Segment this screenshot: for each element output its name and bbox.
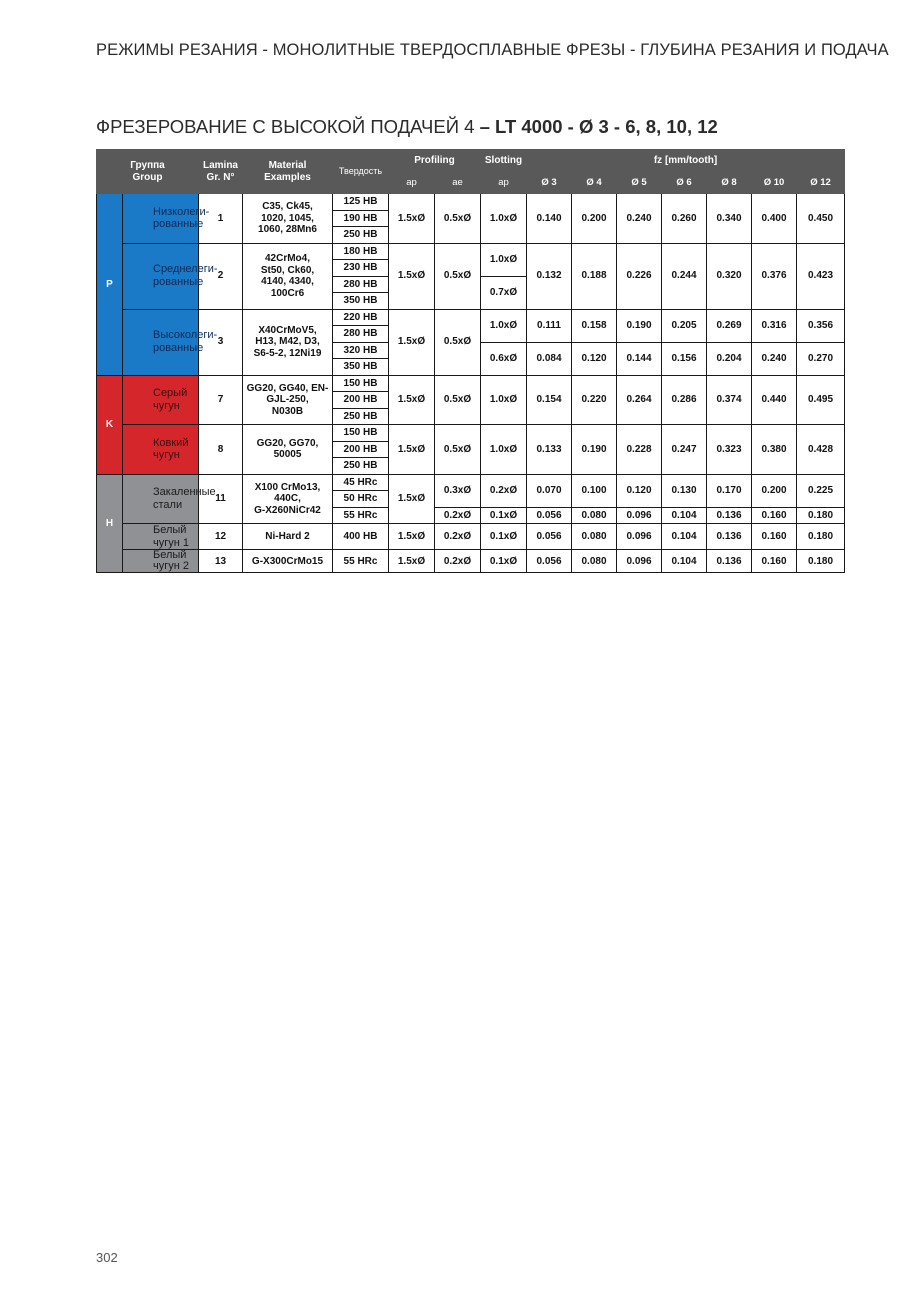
- profiling-ap: 1.5xØ: [389, 309, 435, 375]
- material-examples: G-X300CrMo15: [243, 550, 333, 573]
- hardness-value: 280 HB: [333, 326, 389, 343]
- hardness-value: 400 HB: [333, 524, 389, 550]
- fz-value: 0.270: [797, 342, 845, 375]
- fz-value: 0.340: [707, 194, 752, 244]
- header-material: [243, 150, 333, 194]
- fz-value: 0.188: [572, 243, 617, 309]
- fz-value: 0.200: [572, 194, 617, 244]
- fz-value: 0.104: [662, 524, 707, 550]
- table-title-sub: – LT 4000 - Ø 3 - 6, 8, 10, 12: [479, 116, 718, 137]
- subgroup-label: Серый чугун: [123, 375, 199, 425]
- fz-value: 0.144: [617, 342, 662, 375]
- header-d6: Ø 6: [662, 173, 707, 194]
- slotting-ap: 1.0xØ: [481, 243, 527, 276]
- profiling-ae: 0.2xØ: [435, 524, 481, 550]
- profiling-ap: 1.5xØ: [389, 550, 435, 573]
- material-examples: GG20, GG70, 50005: [243, 425, 333, 475]
- fz-value: 0.220: [572, 375, 617, 425]
- profiling-ae: 0.5xØ: [435, 309, 481, 375]
- fz-value: 0.380: [752, 425, 797, 475]
- fz-value: 0.140: [527, 194, 572, 244]
- header-fz: fz [mm/tooth]: [527, 150, 845, 173]
- slotting-ap: 0.1xØ: [481, 524, 527, 550]
- material-examples: X40CrMoV5, H13, M42, D3, S6-5-2, 12Ni19: [243, 309, 333, 375]
- hardness-value: 350 HB: [333, 359, 389, 376]
- fz-value: 0.190: [617, 309, 662, 342]
- slotting-ap: 1.0xØ: [481, 375, 527, 425]
- fz-value: 0.104: [662, 550, 707, 573]
- header-lamina: [199, 150, 243, 194]
- header-hardness: Твердость: [333, 150, 389, 194]
- subgroup-label: Ковкий чугун: [123, 425, 199, 475]
- profiling-ae: 0.5xØ: [435, 425, 481, 475]
- slotting-ap: 1.0xØ: [481, 309, 527, 342]
- subgroup-label: Белый чугун 2: [123, 550, 199, 573]
- material-examples: C35, Ck45, 1020, 1045, 1060, 28Mn6: [243, 194, 333, 244]
- hardness-value: 220 HB: [333, 309, 389, 326]
- fz-value: 0.204: [707, 342, 752, 375]
- fz-value: 0.154: [527, 375, 572, 425]
- hardness-value: 125 HB: [333, 194, 389, 211]
- subgroup-label: Низколеги- рованные: [123, 194, 199, 244]
- lamina-number: 3: [199, 309, 243, 375]
- hardness-value: 250 HB: [333, 458, 389, 475]
- subgroup-label: Среднелеги- рованные: [123, 243, 199, 309]
- fz-value: 0.269: [707, 309, 752, 342]
- fz-value: 0.356: [797, 309, 845, 342]
- fz-value: 0.320: [707, 243, 752, 309]
- fz-value: 0.226: [617, 243, 662, 309]
- group-letter-p: P: [97, 194, 123, 376]
- lamina-number: 8: [199, 425, 243, 475]
- subgroup-label: Белый чугун 1: [123, 524, 199, 550]
- hardness-value: 55 HRc: [333, 507, 389, 524]
- fz-value: 0.428: [797, 425, 845, 475]
- fz-value: 0.120: [572, 342, 617, 375]
- table-title-main: ФРЕЗЕРОВАНИЕ С ВЫСОКОЙ ПОДАЧЕЙ 4: [96, 116, 475, 137]
- header-material-line2: Examples: [264, 171, 311, 183]
- hardness-value: 250 HB: [333, 408, 389, 425]
- header-ae: ae: [435, 173, 481, 194]
- header-ap: ap: [389, 173, 435, 194]
- lamina-number: 1: [199, 194, 243, 244]
- profiling-ap: 1.5xØ: [389, 474, 435, 524]
- fz-value: 0.056: [527, 550, 572, 573]
- fz-value: 0.160: [752, 550, 797, 573]
- table-title: [96, 116, 718, 138]
- lamina-number: 11: [199, 474, 243, 524]
- fz-value: 0.400: [752, 194, 797, 244]
- fz-value: 0.247: [662, 425, 707, 475]
- fz-value: 0.228: [617, 425, 662, 475]
- fz-value: 0.111: [527, 309, 572, 342]
- header-d8: Ø 8: [707, 173, 752, 194]
- header-group-en: Group: [132, 171, 163, 183]
- fz-value: 0.376: [752, 243, 797, 309]
- fz-value: 0.084: [527, 342, 572, 375]
- slotting-ap: 1.0xØ: [481, 425, 527, 475]
- fz-value: 0.450: [797, 194, 845, 244]
- profiling-ae: 0.5xØ: [435, 194, 481, 244]
- hardness-value: 200 HB: [333, 441, 389, 458]
- header-lamina-line1: Lamina: [202, 160, 238, 171]
- fz-value: 0.056: [527, 507, 572, 524]
- lamina-number: 12: [199, 524, 243, 550]
- profiling-ae: 0.5xØ: [435, 243, 481, 309]
- hardness-value: 190 HB: [333, 210, 389, 227]
- header-d12: Ø 12: [797, 173, 845, 194]
- fz-value: 0.180: [797, 524, 845, 550]
- hardness-value: 150 HB: [333, 425, 389, 442]
- hardness-value: 150 HB: [333, 375, 389, 392]
- header-slotting: Slotting: [481, 150, 527, 173]
- hardness-value: 45 HRc: [333, 474, 389, 491]
- fz-value: 0.205: [662, 309, 707, 342]
- fz-value: 0.240: [752, 342, 797, 375]
- fz-value: 0.495: [797, 375, 845, 425]
- profiling-ae: 0.2xØ: [435, 507, 481, 524]
- hardness-value: 200 HB: [333, 392, 389, 409]
- fz-value: 0.316: [752, 309, 797, 342]
- fz-value: 0.170: [707, 474, 752, 507]
- material-examples: Ni-Hard 2: [243, 524, 333, 550]
- fz-value: 0.374: [707, 375, 752, 425]
- fz-value: 0.096: [617, 507, 662, 524]
- fz-value: 0.120: [617, 474, 662, 507]
- fz-value: 0.225: [797, 474, 845, 507]
- fz-value: 0.200: [752, 474, 797, 507]
- subgroup-label: Высоколеги- рованные: [123, 309, 199, 375]
- header-profiling: Profiling: [389, 150, 481, 173]
- fz-value: 0.423: [797, 243, 845, 309]
- page-header: РЕЖИМЫ РЕЗАНИЯ - МОНОЛИТНЫЕ ТВЕРДОСПЛАВНЫЕ ФРЕЗЫ - ГЛУБИНА РЕЗАНИЯ И ПОДАЧА: [96, 41, 889, 59]
- profiling-ae: 0.3xØ: [435, 474, 481, 507]
- header-group: [97, 150, 199, 194]
- fz-value: 0.260: [662, 194, 707, 244]
- slotting-ap: 0.1xØ: [481, 550, 527, 573]
- lamina-number: 7: [199, 375, 243, 425]
- group-letter-h: H: [97, 474, 123, 573]
- header-group-ru: Группа: [130, 160, 165, 171]
- subgroup-label: Закаленные стали: [123, 474, 199, 524]
- hardness-value: 350 HB: [333, 293, 389, 310]
- material-examples: GG20, GG40, EN- GJL-250, N030B: [243, 375, 333, 425]
- fz-value: 0.190: [572, 425, 617, 475]
- header-d10: Ø 10: [752, 173, 797, 194]
- header-d4: Ø 4: [572, 173, 617, 194]
- header-d3: Ø 3: [527, 173, 572, 194]
- fz-value: 0.264: [617, 375, 662, 425]
- hardness-value: 50 HRc: [333, 491, 389, 508]
- fz-value: 0.100: [572, 474, 617, 507]
- profiling-ae: 0.2xØ: [435, 550, 481, 573]
- hardness-value: 320 HB: [333, 342, 389, 359]
- slotting-ap: 0.1xØ: [481, 507, 527, 524]
- fz-value: 0.286: [662, 375, 707, 425]
- fz-value: 0.080: [572, 524, 617, 550]
- fz-value: 0.440: [752, 375, 797, 425]
- fz-value: 0.244: [662, 243, 707, 309]
- fz-value: 0.240: [617, 194, 662, 244]
- fz-value: 0.132: [527, 243, 572, 309]
- profiling-ae: 0.5xØ: [435, 375, 481, 425]
- fz-value: 0.080: [572, 507, 617, 524]
- fz-value: 0.160: [752, 524, 797, 550]
- hardness-value: 250 HB: [333, 227, 389, 244]
- material-examples: 42CrMo4, St50, Ck60, 4140, 4340, 100Cr6: [243, 243, 333, 309]
- fz-value: 0.156: [662, 342, 707, 375]
- profiling-ap: 1.5xØ: [389, 425, 435, 475]
- hardness-value: 280 HB: [333, 276, 389, 293]
- fz-value: 0.104: [662, 507, 707, 524]
- profiling-ap: 1.5xØ: [389, 243, 435, 309]
- lamina-number: 2: [199, 243, 243, 309]
- slotting-ap: 1.0xØ: [481, 194, 527, 244]
- fz-value: 0.180: [797, 550, 845, 573]
- fz-value: 0.180: [797, 507, 845, 524]
- page-number: 302: [96, 1250, 118, 1265]
- profiling-ap: 1.5xØ: [389, 375, 435, 425]
- fz-value: 0.136: [707, 524, 752, 550]
- header-ap-slot: ap: [481, 173, 527, 194]
- fz-value: 0.136: [707, 550, 752, 573]
- fz-value: 0.323: [707, 425, 752, 475]
- header-material-line1: Material: [268, 160, 307, 171]
- fz-value: 0.096: [617, 524, 662, 550]
- slotting-ap: 0.2xØ: [481, 474, 527, 507]
- fz-value: 0.158: [572, 309, 617, 342]
- fz-value: 0.080: [572, 550, 617, 573]
- group-letter-k: K: [97, 375, 123, 474]
- hardness-value: 230 HB: [333, 260, 389, 277]
- fz-value: 0.130: [662, 474, 707, 507]
- fz-value: 0.070: [527, 474, 572, 507]
- profiling-ap: 1.5xØ: [389, 524, 435, 550]
- material-examples: X100 CrMo13, 440C, G-X260NiCr42: [243, 474, 333, 524]
- fz-value: 0.160: [752, 507, 797, 524]
- hardness-value: 55 HRc: [333, 550, 389, 573]
- fz-value: 0.136: [707, 507, 752, 524]
- profiling-ap: 1.5xØ: [389, 194, 435, 244]
- header-d5: Ø 5: [617, 173, 662, 194]
- fz-value: 0.056: [527, 524, 572, 550]
- slotting-ap: 0.7xØ: [481, 276, 527, 309]
- header-lamina-line2: Gr. N°: [206, 171, 235, 183]
- cutting-data-table: [96, 149, 845, 573]
- hardness-value: 180 HB: [333, 243, 389, 260]
- fz-value: 0.133: [527, 425, 572, 475]
- fz-value: 0.096: [617, 550, 662, 573]
- slotting-ap: 0.6xØ: [481, 342, 527, 375]
- lamina-number: 13: [199, 550, 243, 573]
